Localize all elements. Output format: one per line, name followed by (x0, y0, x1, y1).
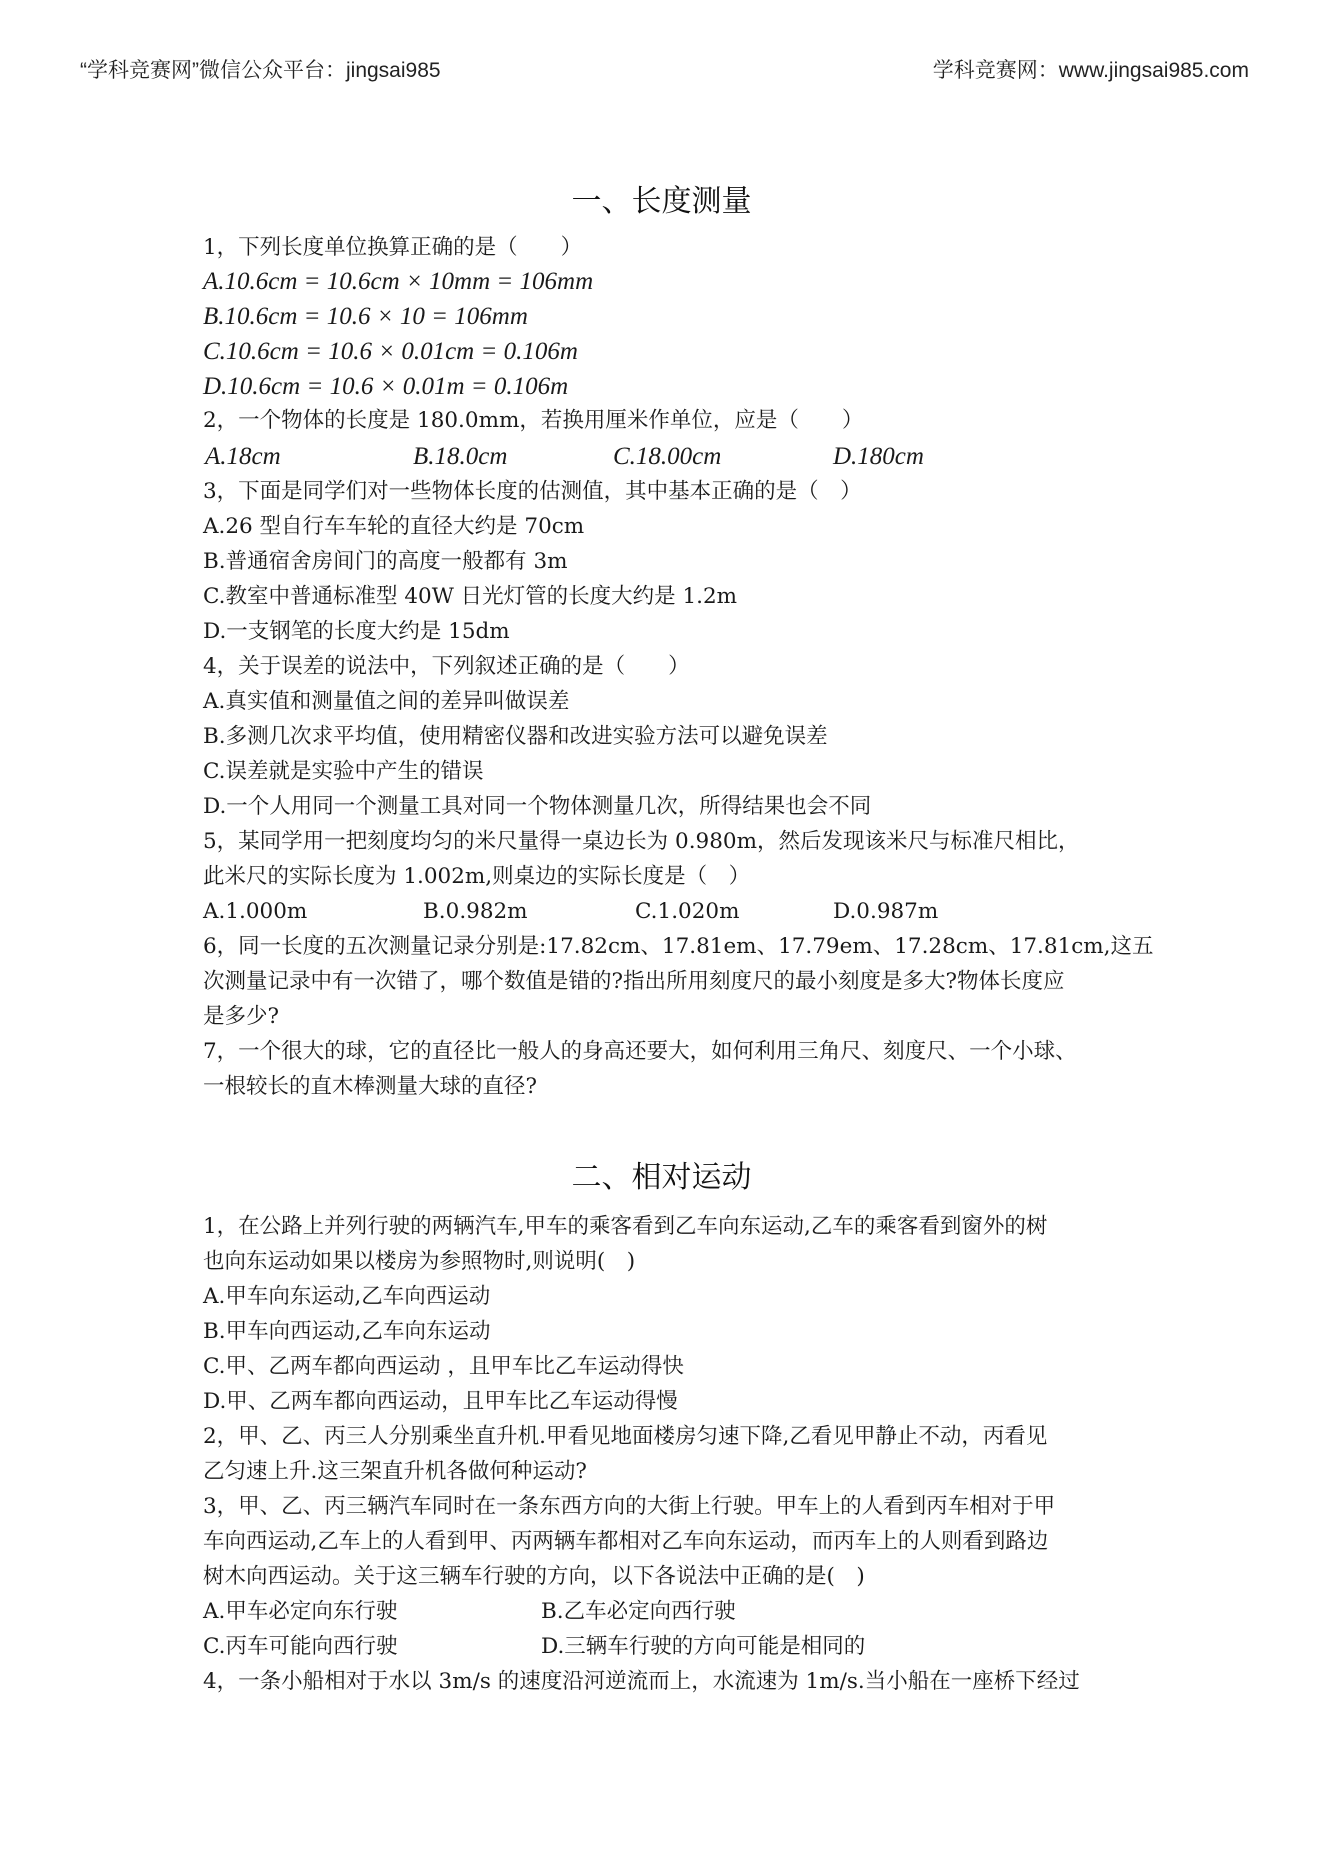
header-right-text: 学科竞赛网：www.jingsai985.com (932, 59, 1249, 82)
s1-q3-stem: 3，下面是同学们对一些物体长度的估测值，其中基本正确的是（ ） (203, 479, 862, 504)
s1-q7-line2: 一根较长的直木棒测量大球的直径? (203, 1074, 538, 1099)
s1-q6-line2: 次测量记录中有一次错了，哪个数值是错的?指出所用刻度尺的最小刻度是多大?物体长度应 (203, 969, 1065, 994)
s1-q2-option-d: D.180cm (833, 443, 924, 470)
s1-q3-option-d: D.一支钢笔的长度大约是 15dm (203, 619, 510, 644)
s1-q4-option-c: C.误差就是实验中产生的错误 (203, 759, 484, 784)
section-title-length: 一、长度测量 (571, 184, 752, 219)
s2-q1-line2: 也向东运动如果以楼房为参照物时,则说明( ) (203, 1249, 636, 1274)
s1-q5-option-d: D.0.987m (833, 899, 939, 924)
s1-q5-option-b: B.0.982m (423, 899, 528, 924)
s1-q1-stem: 1，下列长度单位换算正确的是（ ） (203, 235, 583, 260)
section-title-relative-motion: 二、相对运动 (571, 1160, 752, 1195)
s1-q1-option-b: B.10.6cm = 10.6 × 10 = 106mm (203, 303, 528, 330)
s1-q3-option-a: A.26 型自行车车轮的直径大约是 70cm (203, 514, 585, 539)
s1-q4-option-d: D.一个人用同一个测量工具对同一个物体测量几次，所得结果也会不同 (203, 794, 872, 819)
s1-q2-option-a: A.18cm (205, 443, 281, 470)
s2-q3-line2: 车向西运动,乙车上的人看到甲、丙两辆车都相对乙车向东运动，而丙车上的人则看到路边 (203, 1529, 1049, 1554)
s2-q3-option-a: A.甲车必定向东行驶 (203, 1599, 398, 1624)
s2-q2-line2: 乙匀速上升.这三架直升机各做何种运动? (203, 1459, 587, 1484)
s2-q3-option-b: B.乙车必定向西行驶 (541, 1599, 736, 1624)
s1-q3-option-c: C.教室中普通标准型 40W 日光灯管的长度大约是 1.2m (203, 584, 738, 609)
s1-q1-option-c: C.10.6cm = 10.6 × 0.01cm = 0.106m (203, 338, 578, 365)
s2-q2-line1: 2，甲、乙、丙三人分别乘坐直升机.甲看见地面楼房匀速下降,乙看见甲静止不动，丙看见 (203, 1424, 1048, 1449)
s1-q2-stem: 2，一个物体的长度是 180.0mm，若换用厘米作单位，应是（ ） (203, 408, 864, 433)
s1-q4-option-a: A.真实值和测量值之间的差异叫做误差 (203, 689, 570, 714)
s1-q3-option-b: B.普通宿舍房间门的高度一般都有 3m (203, 549, 568, 574)
s1-q2-option-c: C.18.00cm (613, 443, 722, 470)
s1-q1-option-a: A.10.6cm = 10.6cm × 10mm = 106mm (203, 268, 594, 295)
s2-q3-option-c: C.丙车可能向西行驶 (203, 1634, 398, 1659)
s1-q5-line1: 5，某同学用一把刻度均匀的米尺量得一桌边长为 0.980m，然后发现该米尺与标准尺相比， (203, 829, 1080, 854)
s1-q5-option-a: A.1.000m (203, 899, 308, 924)
s2-q1-option-d: D.甲、乙两车都向西运动，且甲车比乙车运动得慢 (203, 1389, 678, 1414)
s1-q5-line2: 此米尺的实际长度为 1.002m,则桌边的实际长度是（ ） (203, 864, 751, 889)
s2-q3-line1: 3，甲、乙、丙三辆汽车同时在一条东西方向的大街上行驶。甲车上的人看到丙车相对于甲 (203, 1494, 1056, 1519)
s2-q1-line1: 1，在公路上并列行驶的两辆汽车,甲车的乘客看到乙车向东运动,乙车的乘客看到窗外的树 (203, 1214, 1048, 1239)
s1-q5-option-c: C.1.020m (635, 899, 740, 924)
s1-q6-line1: 6，同一长度的五次测量记录分别是:17.82cm、17.81em、17.79em、17.28cm、17.81cm,这五 (203, 934, 1154, 959)
s1-q4-stem: 4，关于误差的说法中，下列叙述正确的是（ ） (203, 654, 690, 679)
s1-q1-option-d: D.10.6cm = 10.6 × 0.01m = 0.106m (203, 373, 569, 400)
s1-q2-option-b: B.18.0cm (413, 443, 508, 470)
s2-q3-option-d: D.三辆车行驶的方向可能是相同的 (541, 1634, 866, 1659)
s2-q1-option-b: B.甲车向西运动,乙车向东运动 (203, 1319, 491, 1344)
s2-q3-line3: 树木向西运动。关于这三辆车行驶的方向，以下各说法中正确的是( ) (203, 1564, 865, 1589)
s2-q1-option-a: A.甲车向东运动,乙车向西运动 (203, 1284, 491, 1309)
header-left-text: “学科竞赛网”微信公众平台：jingsai985 (80, 59, 441, 82)
s1-q7-line1: 7，一个很大的球，它的直径比一般人的身高还要大，如何利用三角尺、刻度尺、一个小球、 (203, 1039, 1077, 1064)
s1-q6-line3: 是多少? (203, 1004, 280, 1029)
s2-q1-option-c: C.甲、乙两车都向西运动 ，且甲车比乙车运动得快 (203, 1354, 684, 1379)
s2-q4-line1: 4，一条小船相对于水以 3m/s 的速度沿河逆流而上，水流速为 1m/s.当小船在一座桥下经过 (203, 1669, 1080, 1694)
s1-q4-option-b: B.多测几次求平均值，使用精密仪器和改进实验方法可以避免误差 (203, 724, 828, 749)
